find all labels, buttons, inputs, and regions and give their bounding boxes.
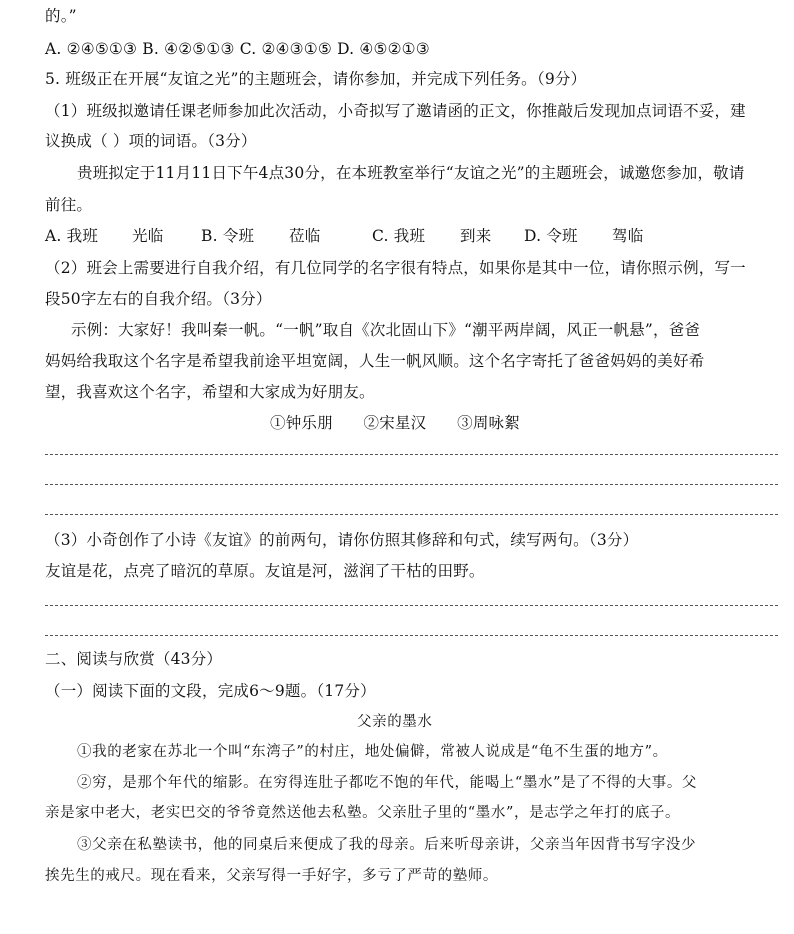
paragraph-2-line1: ②穷，是那个年代的缩影。在穷得连肚子都吃不饱的年代，能喝上“墨水”是了不得的大事。父 bbox=[77, 775, 698, 791]
answer-line-1[interactable] bbox=[45, 454, 778, 455]
paragraph-1: ①我的老家在苏北一个叫“东湾子”的村庄，地处偏僻，常被人说成是“龟不生蛋的地方”。 bbox=[77, 744, 668, 760]
example-line3: 望，我喜欢这个名字，希望和大家成为好朋友。 bbox=[45, 383, 375, 401]
q5-part1-option-c-word2: 到来 bbox=[460, 227, 492, 245]
poem-lines: 友谊是花，点亮了暗沉的草原。友谊是河，滋润了干枯的田野。 bbox=[45, 562, 485, 580]
passage-title: 父亲的墨水 bbox=[357, 714, 433, 730]
question-5-stem: 5. 班级正在开展“友谊之光”的主题班会，请你参加，并完成下列任务。（9分） bbox=[45, 70, 587, 88]
example-line1: 示例：大家好！我叫秦一帆。“一帆”取自《次北固山下》“潮平两岸阔，风正一帆悬”，爸爸 bbox=[71, 321, 701, 339]
q5-part1-option-b-word1: B. 令班 bbox=[201, 227, 255, 245]
student-names: ①钟乐朋 ②宋星汉 ③周咏絮 bbox=[270, 414, 520, 432]
q5-part1-option-c-word1: C. 我班 bbox=[372, 227, 426, 245]
q5-part2-line2: 段50字左右的自我介绍。（3分） bbox=[45, 290, 272, 308]
answer-line-2[interactable] bbox=[45, 484, 778, 485]
answer-line-4[interactable] bbox=[45, 605, 778, 606]
paragraph-3-line2: 挨先生的戒尺。现在看来，父亲写得一手好字，多亏了严苛的塾师。 bbox=[45, 868, 498, 884]
answer-line-5[interactable] bbox=[45, 635, 778, 636]
q5-part1-option-b-word2: 莅临 bbox=[289, 227, 321, 245]
question-4-tail: 的。” bbox=[45, 7, 77, 25]
q5-part1-option-d-word2: 驾临 bbox=[612, 227, 644, 245]
section-2-heading: 二、阅读与欣赏（43分） bbox=[45, 650, 223, 668]
invitation-text-line2: 前往。 bbox=[45, 196, 93, 214]
question-4-options: A. ②④⑤①③ B. ④②⑤①③ C. ②④③①⑤ D. ④⑤②①③ bbox=[45, 40, 430, 58]
reading-1-instructions: （一）阅读下面的文段，完成6～9题。（17分） bbox=[45, 682, 376, 700]
invitation-text-line1: 贵班拟定于11月11日下午4点30分，在本班教室举行“友谊之光”的主题班会，诚邀您参加，敬请 bbox=[77, 164, 745, 182]
q5-part1-option-a-word1: A. 我班 bbox=[45, 227, 99, 245]
q5-part2-line1: （2）班会上需要进行自我介绍，有几位同学的名字很有特点，如果你是其中一位，请你照示例，写一 bbox=[45, 259, 746, 277]
q5-part3-stem: （3）小奇创作了小诗《友谊》的前两句，请你仿照其修辞和句式，续写两句。（3分） bbox=[45, 531, 639, 549]
paragraph-2-line2: 亲是家中老大，老实巴交的爷爷竟然送他去私塾。父亲肚子里的“墨水”，是志学之年打的底子。 bbox=[45, 805, 681, 821]
q5-part1-line2: 议换成（ ）项的词语。（3分） bbox=[45, 132, 257, 150]
paragraph-3-line1: ③父亲在私塾读书，他的同桌后来便成了我的母亲。后来听母亲讲，父亲当年因背书写字没少 bbox=[77, 837, 697, 853]
answer-line-3[interactable] bbox=[45, 514, 778, 515]
q5-part1-option-a-word2: 光临 bbox=[132, 227, 164, 245]
example-line2: 妈妈给我取这个名字是希望我前途平坦宽阔，人生一帆风顺。这个名字寄托了爸爸妈妈的美好希 bbox=[45, 352, 705, 370]
q5-part1-line1: （1）班级拟邀请任课老师参加此次活动，小奇拟写了邀请函的正文，你推敲后发现加点词语不妥，建 bbox=[45, 102, 746, 120]
q5-part1-option-d-word1: D. 令班 bbox=[524, 227, 578, 245]
